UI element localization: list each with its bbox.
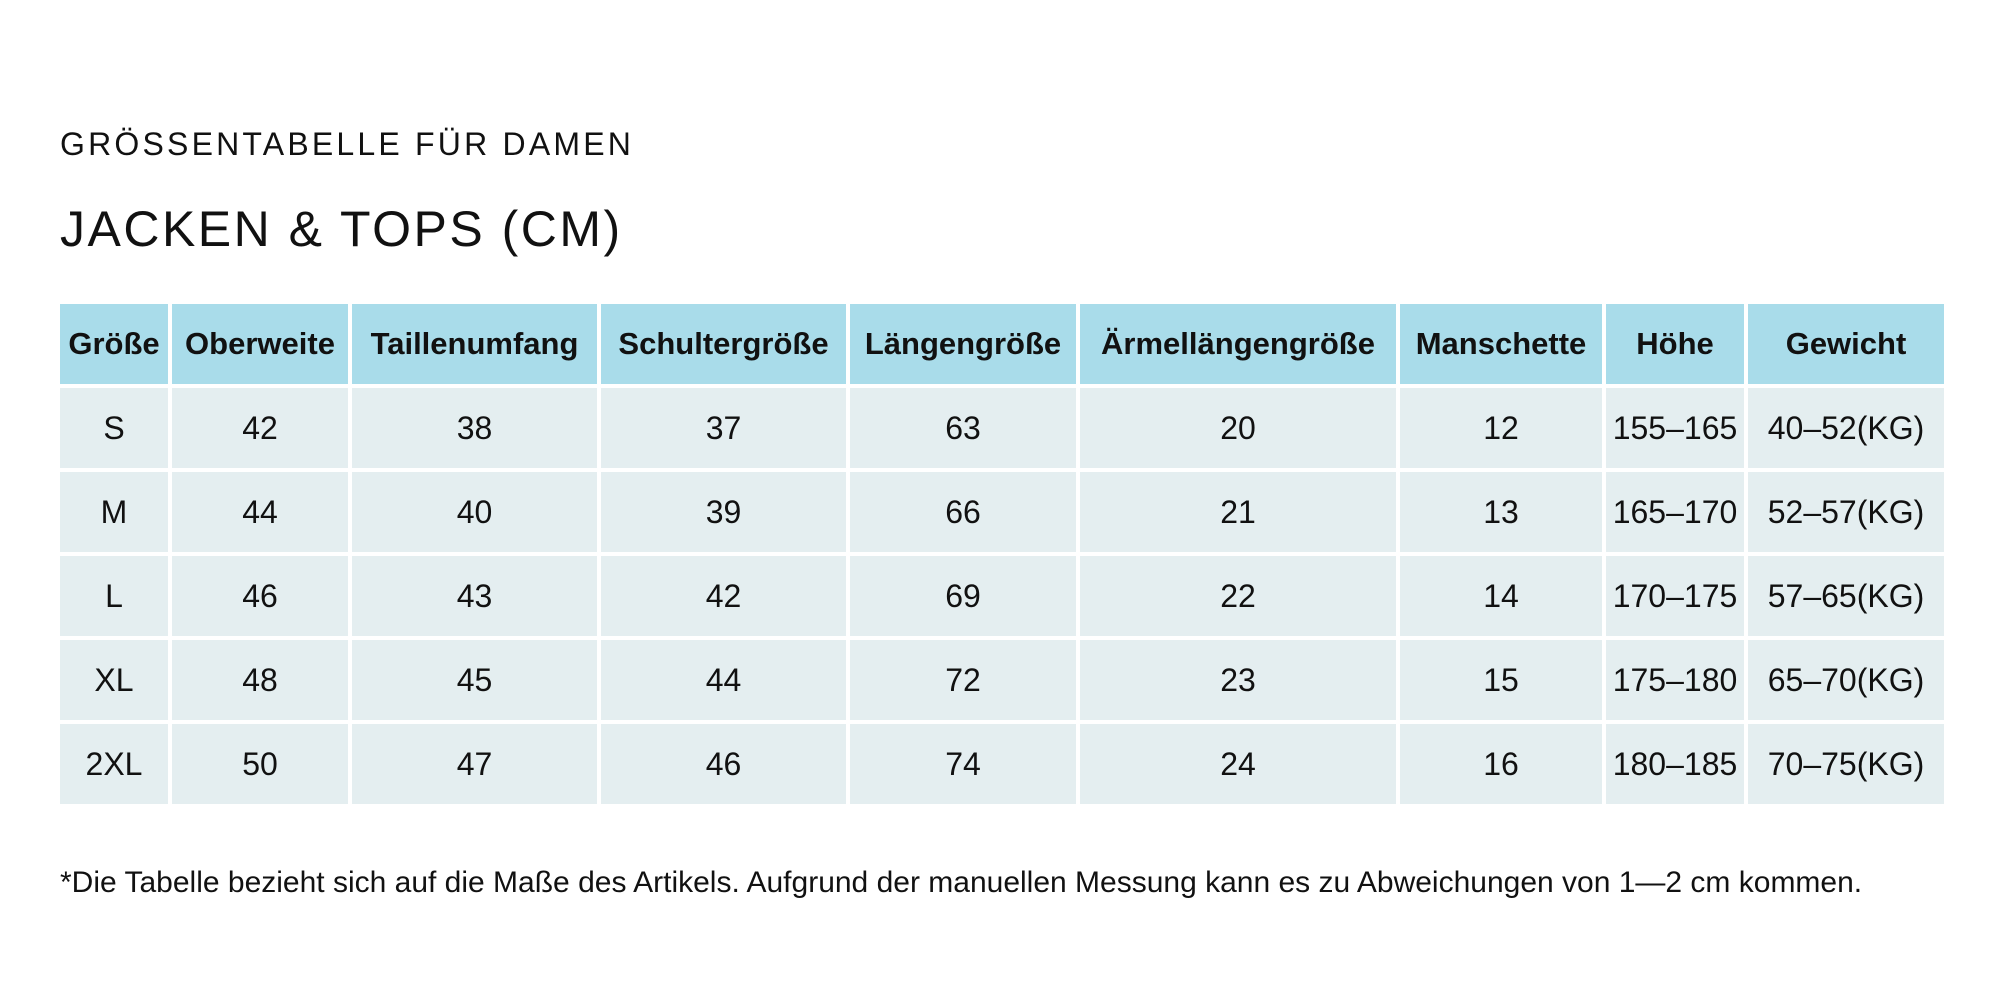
table-row — [60, 472, 1944, 552]
table-cell: 72 — [850, 640, 1076, 720]
table-row — [60, 556, 1944, 636]
table-row — [60, 640, 1944, 720]
table-cell: 65–70(KG) — [1748, 640, 1944, 720]
table-cell: 42 — [172, 388, 348, 468]
table-cell: 66 — [850, 472, 1076, 552]
table-cell: 16 — [1400, 724, 1602, 804]
table-cell: 43 — [352, 556, 597, 636]
table-cell: 20 — [1080, 388, 1396, 468]
table-cell: 15 — [1400, 640, 1602, 720]
table-cell: 24 — [1080, 724, 1396, 804]
table-cell: 44 — [172, 472, 348, 552]
chart-subtitle: GRÖSSENTABELLE FÜR DAMEN — [60, 126, 635, 162]
chart-title: JACKEN & TOPS (CM) — [60, 201, 623, 257]
column-header-sleeve: Ärmellängengröße — [1080, 304, 1396, 384]
table-cell: 47 — [352, 724, 597, 804]
column-header-height: Höhe — [1606, 304, 1744, 384]
table-cell: 155–165 — [1606, 388, 1744, 468]
table-cell: 44 — [601, 640, 846, 720]
table-cell: S — [60, 388, 168, 468]
table-cell: 170–175 — [1606, 556, 1744, 636]
table-cell: 57–65(KG) — [1748, 556, 1944, 636]
table-header-row — [60, 304, 1944, 384]
table-cell: 40 — [352, 472, 597, 552]
table-cell: 22 — [1080, 556, 1396, 636]
column-header-shoulder: Schultergröße — [601, 304, 846, 384]
table-row — [60, 388, 1944, 468]
table-cell: 180–185 — [1606, 724, 1744, 804]
table-cell: 74 — [850, 724, 1076, 804]
table-cell: 2XL — [60, 724, 168, 804]
table-cell: 52–57(KG) — [1748, 472, 1944, 552]
table-cell: 42 — [601, 556, 846, 636]
column-header-cuff: Manschette — [1400, 304, 1602, 384]
table-cell: 46 — [172, 556, 348, 636]
table-cell: 21 — [1080, 472, 1396, 552]
table-cell: 12 — [1400, 388, 1602, 468]
table-cell: 63 — [850, 388, 1076, 468]
table-cell: 38 — [352, 388, 597, 468]
footnote: *Die Tabelle bezieht sich auf die Maße des Artikels. Aufgrund der manuellen Messung kann es zu Abweichungen von 1—2 cm kommen. — [60, 866, 1863, 899]
size-table — [56, 300, 1948, 808]
table-cell: 45 — [352, 640, 597, 720]
table-cell: 23 — [1080, 640, 1396, 720]
column-header-size: Größe — [60, 304, 168, 384]
table-cell: L — [60, 556, 168, 636]
column-header-bust: Oberweite — [172, 304, 348, 384]
table-cell: 165–170 — [1606, 472, 1744, 552]
column-header-length: Längengröße — [850, 304, 1076, 384]
table-cell: 37 — [601, 388, 846, 468]
table-cell: 48 — [172, 640, 348, 720]
table-cell: 46 — [601, 724, 846, 804]
table-cell: XL — [60, 640, 168, 720]
table-cell: 14 — [1400, 556, 1602, 636]
table-cell: 40–52(KG) — [1748, 388, 1944, 468]
table-cell: 175–180 — [1606, 640, 1744, 720]
column-header-weight: Gewicht — [1748, 304, 1944, 384]
column-header-waist: Taillenumfang — [352, 304, 597, 384]
table-cell: M — [60, 472, 168, 552]
table-cell: 39 — [601, 472, 846, 552]
table-cell: 70–75(KG) — [1748, 724, 1944, 804]
table-cell: 50 — [172, 724, 348, 804]
table-cell: 69 — [850, 556, 1076, 636]
table-cell: 13 — [1400, 472, 1602, 552]
table-row — [60, 724, 1944, 804]
